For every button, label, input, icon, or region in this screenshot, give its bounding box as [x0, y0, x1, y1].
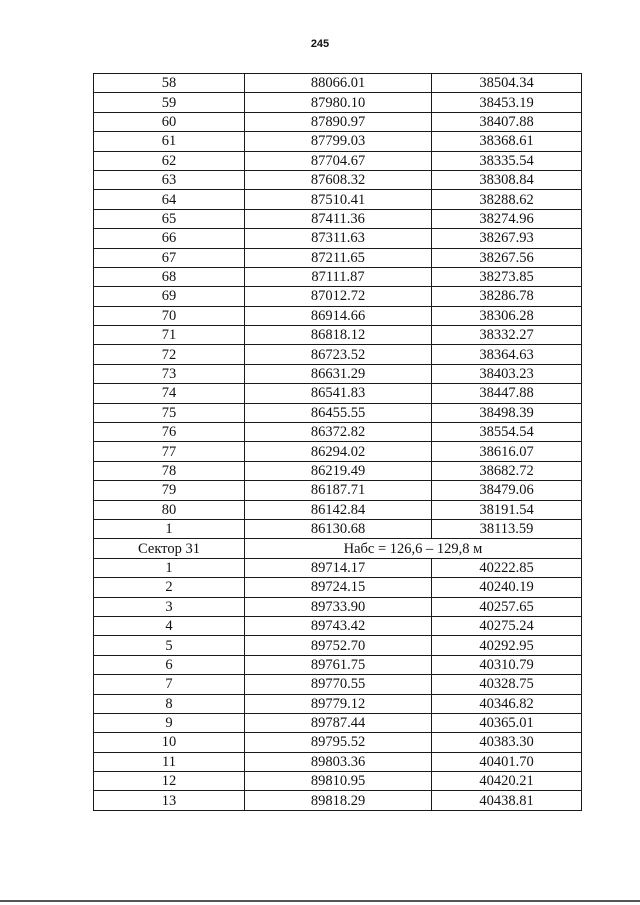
y-coordinate-cell: 40292.95 — [432, 636, 582, 655]
point-number-cell: 71 — [94, 326, 245, 345]
x-coordinate-cell: 87012.72 — [245, 287, 432, 306]
x-coordinate-cell: 89770.55 — [245, 675, 432, 694]
x-coordinate-cell: 87890.97 — [245, 112, 432, 131]
point-number-cell: 65 — [94, 209, 245, 228]
table-row — [94, 93, 582, 112]
point-number-cell: 69 — [94, 287, 245, 306]
y-coordinate-cell: 38453.19 — [432, 93, 582, 112]
point-number-cell: 67 — [94, 248, 245, 267]
table-row — [94, 578, 582, 597]
x-coordinate-cell: 87980.10 — [245, 93, 432, 112]
point-number-cell: 73 — [94, 364, 245, 383]
x-coordinate-cell: 89752.70 — [245, 636, 432, 655]
point-number-cell: 2 — [94, 578, 245, 597]
y-coordinate-cell: 38498.39 — [432, 403, 582, 422]
point-number-cell: 62 — [94, 151, 245, 170]
table-row — [94, 713, 582, 732]
point-number-cell: 6 — [94, 655, 245, 674]
point-number-cell: 66 — [94, 229, 245, 248]
x-coordinate-cell: 87211.65 — [245, 248, 432, 267]
table-row — [94, 267, 582, 286]
table-row — [94, 616, 582, 635]
y-coordinate-cell: 38273.85 — [432, 267, 582, 286]
y-coordinate-cell: 38364.63 — [432, 345, 582, 364]
x-coordinate-cell: 86631.29 — [245, 364, 432, 383]
y-coordinate-cell: 40328.75 — [432, 675, 582, 694]
x-coordinate-cell: 89743.42 — [245, 616, 432, 635]
y-coordinate-cell: 38286.78 — [432, 287, 582, 306]
table-row — [94, 229, 582, 248]
point-number-cell: 3 — [94, 597, 245, 616]
x-coordinate-cell: 87704.67 — [245, 151, 432, 170]
point-number-cell: 80 — [94, 500, 245, 519]
page-bottom-edge — [0, 900, 640, 902]
sector-header-row — [94, 539, 582, 558]
table-row — [94, 597, 582, 616]
point-number-cell: 68 — [94, 267, 245, 286]
point-number-cell: 59 — [94, 93, 245, 112]
y-coordinate-cell: 38191.54 — [432, 500, 582, 519]
point-number-cell: 76 — [94, 423, 245, 442]
point-number-cell: 63 — [94, 170, 245, 189]
point-number-cell: 79 — [94, 481, 245, 500]
table-row — [94, 733, 582, 752]
point-number-cell: 13 — [94, 791, 245, 810]
coordinates-table — [93, 73, 582, 811]
table-row — [94, 287, 582, 306]
x-coordinate-cell: 87311.63 — [245, 229, 432, 248]
x-coordinate-cell: 89733.90 — [245, 597, 432, 616]
y-coordinate-cell: 40310.79 — [432, 655, 582, 674]
table-row — [94, 190, 582, 209]
point-number-cell: 78 — [94, 461, 245, 480]
y-coordinate-cell: 40420.21 — [432, 772, 582, 791]
y-coordinate-cell: 40383.30 — [432, 733, 582, 752]
sector-label: Сектор 31 — [94, 539, 245, 558]
table-row — [94, 326, 582, 345]
y-coordinate-cell: 38504.34 — [432, 74, 582, 93]
x-coordinate-cell: 86294.02 — [245, 442, 432, 461]
y-coordinate-cell: 40275.24 — [432, 616, 582, 635]
x-coordinate-cell: 89714.17 — [245, 558, 432, 577]
point-number-cell: 70 — [94, 306, 245, 325]
y-coordinate-cell: 38288.62 — [432, 190, 582, 209]
x-coordinate-cell: 89818.29 — [245, 791, 432, 810]
table-row — [94, 500, 582, 519]
point-number-cell: 10 — [94, 733, 245, 752]
y-coordinate-cell: 40346.82 — [432, 694, 582, 713]
table-row — [94, 675, 582, 694]
x-coordinate-cell: 87608.32 — [245, 170, 432, 189]
point-number-cell: 7 — [94, 675, 245, 694]
point-number-cell: 75 — [94, 403, 245, 422]
table-row — [94, 132, 582, 151]
y-coordinate-cell: 40222.85 — [432, 558, 582, 577]
y-coordinate-cell: 40365.01 — [432, 713, 582, 732]
x-coordinate-cell: 89810.95 — [245, 772, 432, 791]
table-row — [94, 403, 582, 422]
y-coordinate-cell: 38479.06 — [432, 481, 582, 500]
x-coordinate-cell: 89724.15 — [245, 578, 432, 597]
point-number-cell: 8 — [94, 694, 245, 713]
y-coordinate-cell: 38332.27 — [432, 326, 582, 345]
y-coordinate-cell: 38368.61 — [432, 132, 582, 151]
point-number-cell: 58 — [94, 74, 245, 93]
point-number-cell: 74 — [94, 384, 245, 403]
x-coordinate-cell: 86723.52 — [245, 345, 432, 364]
x-coordinate-cell: 88066.01 — [245, 74, 432, 93]
table-row — [94, 248, 582, 267]
y-coordinate-cell: 38403.23 — [432, 364, 582, 383]
point-number-cell: 4 — [94, 616, 245, 635]
table-row — [94, 519, 582, 538]
table-row — [94, 112, 582, 131]
x-coordinate-cell: 86818.12 — [245, 326, 432, 345]
table-row — [94, 752, 582, 771]
y-coordinate-cell: 38267.93 — [432, 229, 582, 248]
point-number-cell: 12 — [94, 772, 245, 791]
y-coordinate-cell: 38267.56 — [432, 248, 582, 267]
coordinates-table-body — [94, 74, 582, 811]
y-coordinate-cell: 38274.96 — [432, 209, 582, 228]
x-coordinate-cell: 87111.87 — [245, 267, 432, 286]
table-row — [94, 694, 582, 713]
point-number-cell: 64 — [94, 190, 245, 209]
x-coordinate-cell: 86372.82 — [245, 423, 432, 442]
y-coordinate-cell: 40438.81 — [432, 791, 582, 810]
x-coordinate-cell: 86914.66 — [245, 306, 432, 325]
table-row — [94, 384, 582, 403]
x-coordinate-cell: 89803.36 — [245, 752, 432, 771]
table-row — [94, 423, 582, 442]
x-coordinate-cell: 89787.44 — [245, 713, 432, 732]
table-row — [94, 170, 582, 189]
x-coordinate-cell: 87411.36 — [245, 209, 432, 228]
table-row — [94, 772, 582, 791]
point-number-cell: 11 — [94, 752, 245, 771]
x-coordinate-cell: 86219.49 — [245, 461, 432, 480]
table-row — [94, 636, 582, 655]
table-row — [94, 345, 582, 364]
y-coordinate-cell: 38113.59 — [432, 519, 582, 538]
y-coordinate-cell: 38335.54 — [432, 151, 582, 170]
x-coordinate-cell: 89761.75 — [245, 655, 432, 674]
table-row — [94, 461, 582, 480]
x-coordinate-cell: 86455.55 — [245, 403, 432, 422]
table-row — [94, 209, 582, 228]
table-row — [94, 306, 582, 325]
y-coordinate-cell: 40257.65 — [432, 597, 582, 616]
x-coordinate-cell: 86130.68 — [245, 519, 432, 538]
y-coordinate-cell: 38306.28 — [432, 306, 582, 325]
point-number-cell: 77 — [94, 442, 245, 461]
point-number-cell: 9 — [94, 713, 245, 732]
y-coordinate-cell: 38616.07 — [432, 442, 582, 461]
sector-height-range: Набс = 126,6 – 129,8 м — [245, 539, 582, 558]
y-coordinate-cell: 38308.84 — [432, 170, 582, 189]
y-coordinate-cell: 40240.19 — [432, 578, 582, 597]
table-row — [94, 481, 582, 500]
point-number-cell: 1 — [94, 558, 245, 577]
page-number: 245 — [310, 38, 330, 50]
point-number-cell: 72 — [94, 345, 245, 364]
point-number-cell: 5 — [94, 636, 245, 655]
x-coordinate-cell: 86142.84 — [245, 500, 432, 519]
table-row — [94, 442, 582, 461]
x-coordinate-cell: 87799.03 — [245, 132, 432, 151]
y-coordinate-cell: 38554.54 — [432, 423, 582, 442]
x-coordinate-cell: 86541.83 — [245, 384, 432, 403]
table-row — [94, 74, 582, 93]
table-row — [94, 791, 582, 810]
table-row — [94, 655, 582, 674]
x-coordinate-cell: 89779.12 — [245, 694, 432, 713]
point-number-cell: 60 — [94, 112, 245, 131]
y-coordinate-cell: 38407.88 — [432, 112, 582, 131]
x-coordinate-cell: 86187.71 — [245, 481, 432, 500]
y-coordinate-cell: 38682.72 — [432, 461, 582, 480]
y-coordinate-cell: 40401.70 — [432, 752, 582, 771]
point-number-cell: 1 — [94, 519, 245, 538]
point-number-cell: 61 — [94, 132, 245, 151]
table-row — [94, 151, 582, 170]
x-coordinate-cell: 89795.52 — [245, 733, 432, 752]
x-coordinate-cell: 87510.41 — [245, 190, 432, 209]
table-row — [94, 364, 582, 383]
table-row — [94, 558, 582, 577]
y-coordinate-cell: 38447.88 — [432, 384, 582, 403]
